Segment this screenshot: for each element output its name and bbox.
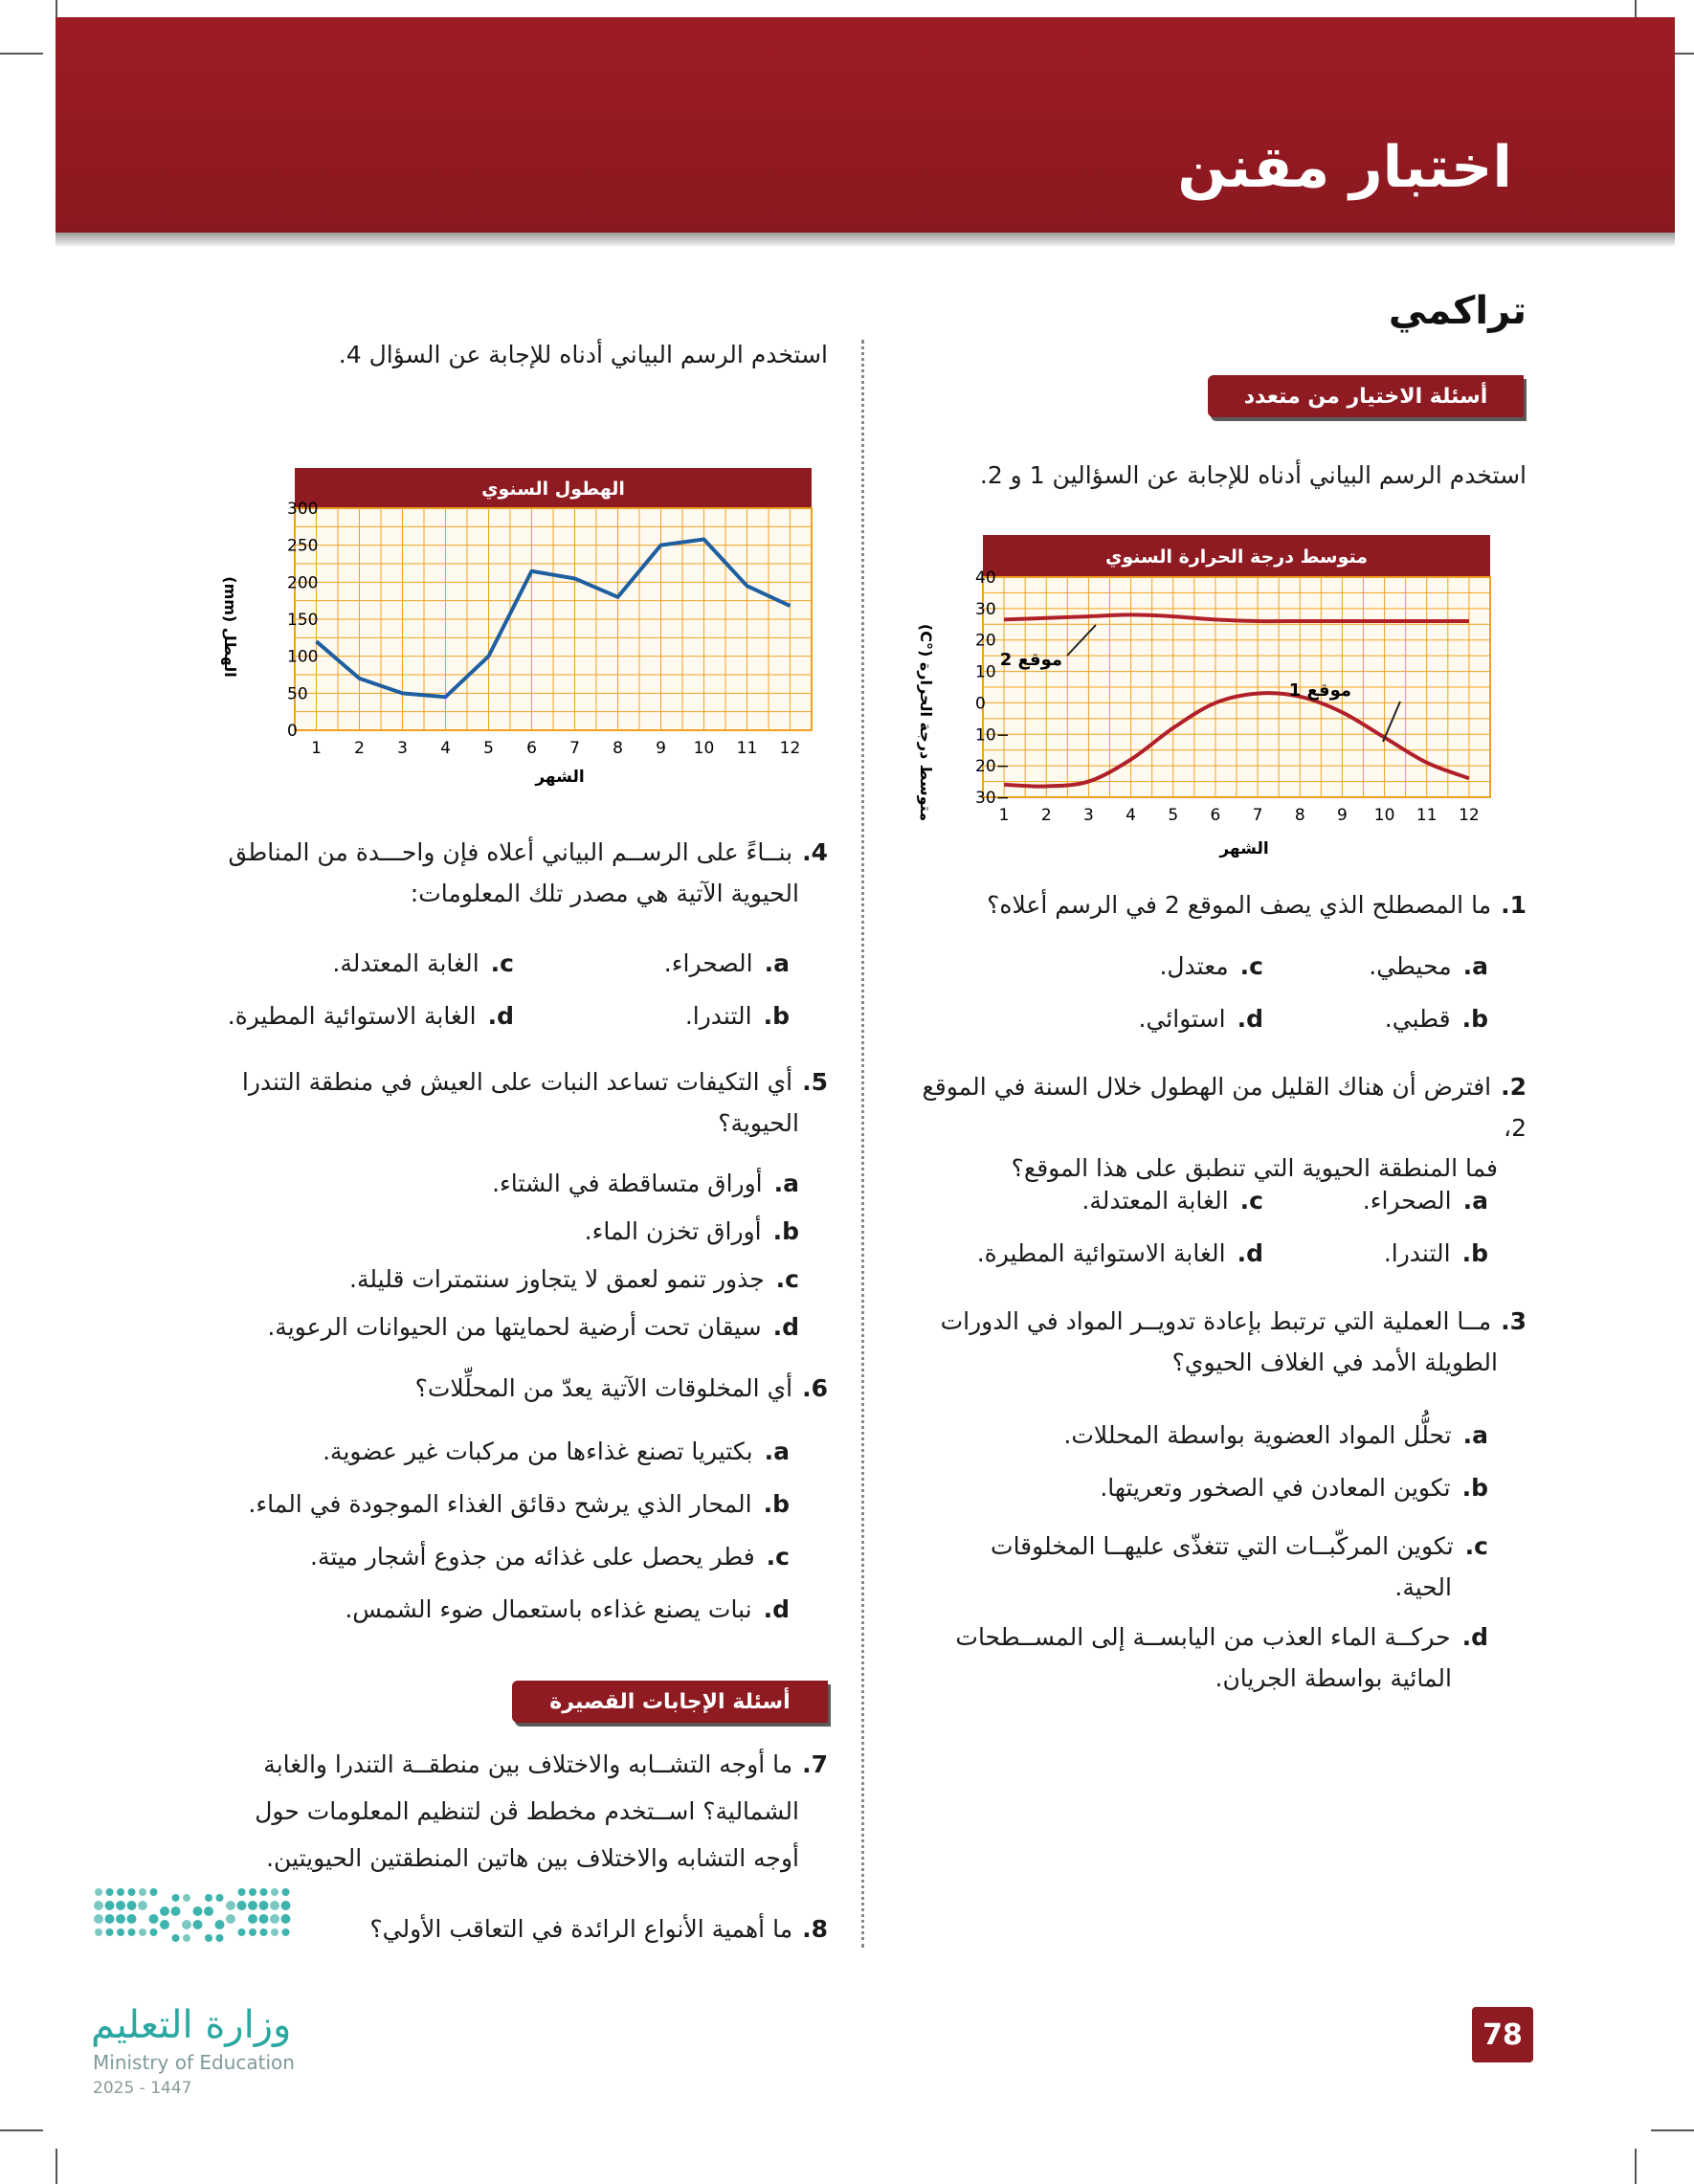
logo-dot — [182, 1920, 191, 1929]
x-tick-label: 6 — [1210, 806, 1221, 825]
logo-dot — [139, 1888, 146, 1896]
x-tick-label: 11 — [736, 739, 758, 758]
x-tick-label: 4 — [1126, 806, 1136, 825]
x-tick-label: 11 — [1415, 806, 1438, 825]
x-tick-label: 10 — [1373, 806, 1395, 825]
logo-dot — [226, 1914, 235, 1924]
logo-dot — [237, 1901, 247, 1910]
x-tick-label: 1 — [998, 806, 1010, 825]
q5-option-a: a.أوراق متساقطة في الشتاء. — [492, 1170, 799, 1197]
y-tick-label: 150 — [287, 611, 319, 630]
x-tick-label: 6 — [526, 739, 537, 758]
logo-dot — [172, 1894, 180, 1902]
logo-dot — [117, 1888, 124, 1896]
ministry-logo — [91, 1881, 301, 1991]
q2-option-d: d.الغابة الاستوائية المطيرة. — [976, 1239, 1263, 1267]
x-tick-label: 9 — [1337, 806, 1348, 825]
logo-dot — [106, 1928, 114, 1936]
q1-option-b: b.قطبي. — [1384, 1005, 1488, 1033]
q5-option-b: b.أوراق تخزن الماء. — [584, 1217, 799, 1245]
x-tick-label: 12 — [1459, 806, 1480, 825]
page-number: 78 — [1472, 2007, 1533, 2062]
x-tick-label: 9 — [656, 739, 666, 758]
page-title: اختبار مقنن — [1177, 134, 1512, 201]
logo-dot — [138, 1901, 147, 1910]
q5-option-c: c.جذور تنمو لعمق لا يتجاوز سنتمترات قليلة. — [349, 1265, 799, 1293]
x-tick-label: 7 — [1252, 806, 1263, 825]
x-tick-label: 3 — [397, 739, 408, 758]
logo-dot — [116, 1901, 125, 1910]
logo-dot — [216, 1934, 224, 1942]
crop-mark — [1651, 2129, 1694, 2131]
crop-mark — [1635, 2149, 1637, 2184]
logo-dot — [106, 1888, 114, 1896]
logo-dot — [226, 1901, 235, 1910]
logo-dot — [127, 1914, 137, 1924]
tab-short-answer: أسئلة الإجابات القصيرة — [512, 1681, 828, 1723]
logo-dot — [281, 1914, 291, 1924]
logo-dot — [94, 1914, 103, 1924]
column-divider — [861, 340, 864, 1948]
logo-dot — [183, 1894, 190, 1902]
y-tick-label: 40 — [975, 568, 996, 588]
q6-option-a: a.بكتيريا تصنع غذاءها من مركبات غير عضوية. — [323, 1437, 790, 1465]
tab-multiple-choice: أسئلة الاختيار من متعدد — [1208, 375, 1524, 417]
logo-dot — [149, 1914, 159, 1924]
y-tick-label: 10 — [975, 662, 996, 682]
y-tick-label: 300 — [287, 500, 319, 519]
logo-dot — [160, 1906, 169, 1916]
logo-dot — [282, 1928, 290, 1936]
question-7: 7.ما أوجه التشــابه والاختلاف بين منطقــة التندرا والغابة الشمالية؟ اســتخدم مخطط ڤن لتنظيم المعلومات حول أوجه التشابه والاختلاف بين هاتين المنطقتين الحيويتين. — [255, 1750, 828, 1872]
crop-mark — [56, 2149, 57, 2184]
logo-dot — [249, 1928, 256, 1936]
logo-dot — [160, 1920, 169, 1929]
x-tick-label: 1 — [311, 739, 322, 758]
instruction-q1-2: استخدم الرسم البياني أدناه للإجابة عن السؤالين 1 و 2. — [979, 461, 1527, 489]
q4-option-a: a.الصحراء. — [663, 949, 790, 977]
precipitation-chart — [211, 464, 823, 794]
label-location-2: موقع 2 — [999, 650, 1062, 670]
x-tick-label: 2 — [1040, 806, 1052, 825]
x-tick-label: 8 — [1294, 806, 1305, 825]
y-tick-label: −20 — [975, 757, 1010, 777]
logo-dot — [205, 1894, 212, 1902]
logo-dot — [204, 1906, 213, 1916]
logo-dot — [259, 1901, 269, 1910]
q3-option-d: d.حركــة الماء العذب من اليابســة إلى المســطحات المائية بواسطة الجريان. — [955, 1623, 1488, 1692]
q2-option-a: a.الصحراء. — [1362, 1187, 1488, 1215]
logo-dot — [128, 1888, 136, 1896]
y-tick-label: 100 — [287, 647, 319, 667]
header-banner-shadow — [56, 233, 1675, 246]
section-title: تراكمي — [1388, 289, 1527, 333]
q3-option-a: a.تحلُّل المواد العضوية بواسطة المحللات. — [1063, 1421, 1488, 1449]
q6-option-b: b.المحار الذي يرشح دقائق الغذاء الموجودة في الماء. — [248, 1490, 790, 1518]
logo-dot — [139, 1928, 146, 1936]
chart-title: متوسط درجة الحرارة السنوي — [1104, 546, 1369, 568]
logo-dot — [271, 1928, 279, 1936]
temperature-chart — [900, 531, 1503, 866]
logo-dot — [127, 1901, 137, 1910]
y-tick-label: 20 — [975, 631, 996, 651]
y-tick-label: 0 — [975, 694, 986, 714]
logo-dot — [205, 1934, 212, 1942]
label-location-1: موقع 1 — [1288, 680, 1351, 701]
logo-dot — [105, 1914, 115, 1924]
logo-dot — [249, 1888, 256, 1896]
x-tick-label: 12 — [779, 739, 801, 758]
logo-dot — [193, 1906, 203, 1916]
logo-dot — [171, 1906, 181, 1916]
q2-option-c: c.الغابة المعتدلة. — [1081, 1187, 1263, 1215]
y-tick-label: 30 — [975, 599, 996, 619]
question-2: 2.افترض أن هناك القليل من الهطول خلال السنة في الموقع 2، فما المنطقة الحيوية التي تنطبق على هذا الموقع؟ — [922, 1073, 1527, 1182]
x-tick-label: 5 — [483, 739, 494, 758]
logo-dot — [248, 1914, 257, 1924]
x-axis-label: الشهر — [535, 768, 585, 787]
x-tick-label: 4 — [440, 739, 451, 758]
ministry-name-en: Ministry of Education — [93, 2051, 295, 2074]
x-tick-label: 2 — [354, 739, 365, 758]
question-4: 4.بنــاءً على الرســم البياني أعلاه فإن واحـــدة من المناطق الحيوية الآتية هي مصدر تلك المعلومات: — [228, 838, 828, 907]
q1-option-a: a.محيطي. — [1369, 952, 1488, 980]
q4-option-c: c.الغابة المعتدلة. — [332, 949, 514, 977]
question-6: 6.أي المخلوقات الآتية يعدّ من المحلِّلات؟ — [414, 1374, 828, 1402]
y-axis-label: متوسط درجة الحرارة (°C) — [917, 623, 935, 822]
logo-dot — [116, 1914, 125, 1924]
y-tick-label: 50 — [287, 684, 308, 704]
logo-dot — [117, 1928, 124, 1936]
question-5: 5.أي التكيفات تساعد النبات على العيش في منطقة التندرا الحيوية؟ — [241, 1068, 828, 1137]
y-tick-label: 0 — [287, 722, 298, 741]
chart-title: الهطول السنوي — [481, 479, 625, 500]
q1-option-c: c.معتدل. — [1159, 952, 1263, 980]
logo-dot — [128, 1928, 136, 1936]
y-tick-label: −30 — [975, 789, 1010, 808]
x-tick-label: 10 — [693, 739, 715, 758]
y-axis-label: الهطل (mm) — [221, 576, 239, 678]
question-1: 1.ما المصطلح الذي يصف الموقع 2 في الرسم أعلاه؟ — [987, 891, 1527, 919]
x-tick-label: 5 — [1168, 806, 1179, 825]
logo-dot — [282, 1888, 290, 1896]
x-tick-label: 8 — [613, 739, 623, 758]
x-tick-label: 7 — [569, 739, 580, 758]
question-8: 8.ما أهمية الأنواع الرائدة في التعاقب الأولي؟ — [369, 1915, 828, 1943]
footer-year: 2025 - 1447 — [93, 2079, 192, 2098]
q4-option-b: b.التندرا. — [684, 1002, 790, 1030]
logo-dot — [95, 1888, 102, 1896]
logo-dot — [105, 1901, 115, 1910]
crop-mark — [0, 2129, 43, 2131]
q6-option-c: c.فطر يحصل على غذائه من جذوع أشجار ميتة. — [310, 1543, 790, 1571]
logo-dot — [271, 1888, 279, 1896]
ministry-name-ar: وزارة التعليم — [91, 2003, 292, 2047]
logo-dot — [172, 1934, 180, 1942]
logo-dot — [216, 1894, 224, 1902]
logo-dot — [150, 1888, 158, 1896]
q3-option-b: b.تكوين المعادن في الصخور وتعريتها. — [1100, 1474, 1488, 1502]
logo-dot — [193, 1920, 203, 1929]
question-3: 3.مــا العملية التي ترتبط بإعادة تدويــر المواد في الدورات الطويلة الأمد في الغلاف الحيوي؟ — [940, 1307, 1527, 1376]
q2-option-b: b.التندرا. — [1383, 1239, 1488, 1267]
logo-dot — [183, 1934, 190, 1942]
x-tick-label: 3 — [1083, 806, 1094, 825]
y-tick-label: 250 — [287, 536, 319, 556]
logo-dot — [94, 1901, 103, 1910]
q3-option-c: c.تكوين المركّبــات التي تتغذّى عليهــا المخلوقات الحية. — [991, 1532, 1488, 1601]
logo-dot — [270, 1901, 279, 1910]
logo-dot — [260, 1888, 268, 1896]
crop-mark — [0, 53, 43, 55]
logo-dot — [259, 1914, 269, 1924]
y-tick-label: 200 — [287, 573, 319, 593]
q6-option-d: d.نبات يصنع غذاءه باستعمال ضوء الشمس. — [345, 1595, 790, 1623]
logo-dot — [270, 1914, 279, 1924]
instruction-q4: استخدم الرسم البياني أدناه للإجابة عن السؤال 4. — [338, 341, 828, 368]
logo-dot — [238, 1928, 246, 1936]
logo-dot — [238, 1888, 246, 1896]
logo-dot — [150, 1928, 158, 1936]
x-axis-label: الشهر — [1219, 839, 1269, 858]
y-tick-label: −10 — [975, 725, 1010, 746]
logo-dot — [95, 1928, 102, 1936]
logo-dot — [260, 1928, 268, 1936]
logo-dot — [215, 1920, 225, 1929]
q1-option-d: d.استوائي. — [1138, 1005, 1263, 1033]
logo-dot — [281, 1901, 291, 1910]
logo-dot — [248, 1901, 257, 1910]
q4-option-d: d.الغابة الاستوائية المطيرة. — [227, 1002, 514, 1030]
q5-option-d: d.سيقان تحت أرضية لحمايتها من الحيوانات الرعوية. — [267, 1313, 799, 1341]
